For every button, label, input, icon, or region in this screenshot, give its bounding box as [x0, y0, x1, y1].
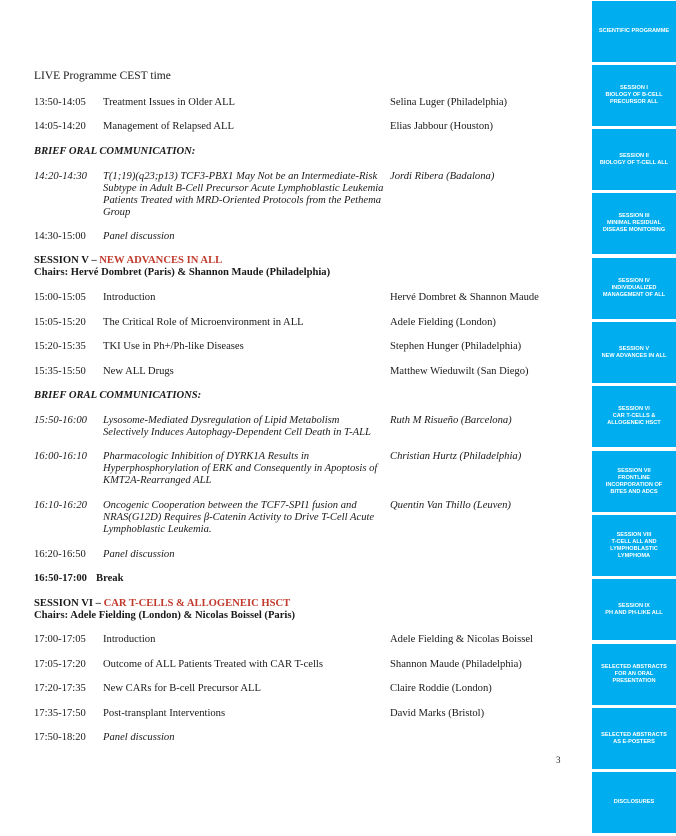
row-speaker: Christian Hurtz (Philadelphia)	[390, 451, 522, 462]
sidebar-item-label: PH AND PH-LIKE ALL	[605, 609, 663, 616]
row-title: Outcome of ALL Patients Treated with CAR T-cells	[103, 659, 323, 670]
sidebar-item-session-6[interactable]	[592, 386, 676, 447]
sidebar-item-label: SESSION II	[619, 152, 649, 159]
row-time: 16:10-16:20	[34, 500, 87, 511]
session-prefix: SESSION VI –	[34, 598, 104, 609]
session-prefix: SESSION V –	[34, 255, 100, 266]
sidebar-item-scientific-programme[interactable]	[592, 1, 676, 62]
row-title: Treatment Issues in Older ALL	[103, 97, 236, 108]
row-time: 17:20-17:35	[34, 683, 86, 694]
row-title: New CARs for B-cell Precursor ALL	[103, 683, 261, 694]
sidebar-item-label: PRECURSOR ALL	[610, 99, 658, 105]
sidebar-item-label: LYMPHOBLASTIC	[610, 545, 658, 552]
row-time: 16:00-16:10	[34, 451, 87, 462]
row-speaker: Adele Fielding (London)	[390, 317, 496, 328]
row-title: Introduction	[103, 634, 156, 645]
row-time: 15:05-15:20	[34, 317, 86, 328]
sidebar-item-label: MANAGEMENT OF ALL	[602, 292, 666, 298]
row-title: Break	[96, 573, 124, 584]
page-heading: LIVE Programme CEST time	[34, 70, 171, 82]
row-title: Panel discussion	[103, 732, 175, 743]
row-time: 14:20-14:30	[34, 171, 87, 182]
row-speaker: Quentin Van Thillo (Leuven)	[390, 500, 511, 511]
row-time: 15:20-15:35	[34, 341, 86, 352]
sidebar-nav	[592, 0, 676, 836]
sidebar-item-selected-abstracts-oral[interactable]	[592, 644, 676, 705]
row-title: Management of Relapsed ALL	[103, 121, 234, 132]
row-speaker: Stephen Hunger (Philadelphia)	[390, 341, 522, 352]
sidebar-item-label: SESSION IV	[618, 278, 650, 284]
sidebar-item-label: FRONTLINE	[617, 474, 650, 481]
row-time: 17:00-17:05	[34, 634, 86, 645]
page-number: 3	[556, 755, 561, 765]
session-name: CAR T-CELLS & ALLOGENEIC HSCT	[103, 598, 291, 609]
row-title: TKI Use in Ph+/Ph-like Diseases	[103, 341, 244, 352]
row-time: 17:05-17:20	[34, 659, 86, 670]
sidebar-item-label: SESSION V	[618, 345, 650, 352]
row-title: Pharmacologic Inhibition of DYRK1A Results in Hyperphosphorylation of ERK and Consequently in Apoptosis of KMT2A-Rearranged ALL	[103, 451, 378, 486]
sidebar-item-label: CAR T-CELLS &	[612, 413, 656, 419]
sidebar-item-label: ALLOGENEIC HSCT	[607, 420, 661, 426]
session-heading	[34, 255, 330, 279]
sidebar-item-label: SELECTED ABSTRACTS	[601, 664, 667, 670]
sidebar-item-label: SESSION I	[620, 85, 648, 91]
sidebar-item-label: PRESENTATION	[612, 678, 656, 684]
row-title: Oncogenic Cooperation between the TCF7-SPI1 fusion and NRAS(G12D) Requires β-Catenin Activity to Drive T-Cell Acute Lymphoblastic Leukemia.	[103, 500, 375, 535]
row-title: Panel discussion	[103, 549, 175, 560]
row-time: 17:50-18:20	[34, 732, 86, 743]
sidebar-item-label: SESSION IX	[618, 602, 650, 609]
brief-oral-label: BRIEF ORAL COMMUNICATION:	[34, 146, 196, 157]
sidebar-item-disclosures[interactable]	[592, 772, 676, 833]
sidebar-item-session-9[interactable]	[592, 579, 676, 640]
row-time: 16:20-16:50	[34, 549, 86, 560]
sidebar-item-label: BITES AND ADCS	[610, 488, 658, 495]
sidebar-item-session-1[interactable]	[592, 65, 676, 126]
sidebar-item-label: SESSION VII	[617, 467, 651, 474]
sidebar-item-label: DISEASE MONITORING	[602, 227, 666, 233]
sidebar-item-session-2[interactable]	[592, 129, 676, 190]
sidebar-item-label: SCIENTIFIC PROGRAMME	[598, 28, 670, 34]
row-time: 15:50-16:00	[34, 415, 87, 426]
session-name: NEW ADVANCES IN ALL	[99, 255, 223, 266]
sidebar-item-label: BIOLOGY OF T-CELL ALL	[599, 159, 669, 166]
sidebar-item-label: AS E-POSTERS	[613, 738, 655, 745]
row-time: 14:05-14:20	[34, 121, 86, 132]
sidebar-item-label: SESSION VI	[618, 406, 650, 412]
sidebar-item-session-3[interactable]	[592, 193, 676, 254]
row-speaker: Shannon Maude (Philadelphia)	[390, 659, 522, 670]
sidebar-item-label: SESSION III	[618, 213, 650, 219]
sidebar-item-session-8[interactable]	[592, 515, 676, 576]
row-title: New ALL Drugs	[103, 366, 174, 377]
row-speaker: Jordi Ribera (Badalona)	[390, 171, 495, 182]
row-speaker: Selina Luger (Philadelphia)	[390, 97, 508, 108]
session-chairs: Chairs: Adele Fielding (London) & Nicolas Boissel (Paris)	[34, 610, 296, 621]
session-chairs: Chairs: Hervé Dombret (Paris) & Shannon Maude (Philadelphia)	[34, 267, 331, 278]
row-time: 16:50-17:00	[34, 573, 87, 584]
row-speaker: Claire Roddie (London)	[390, 683, 492, 694]
sidebar-item-label: BIOLOGY OF B-CELL	[605, 92, 663, 98]
row-speaker: David Marks (Bristol)	[390, 708, 485, 719]
sidebar-item-session-5[interactable]	[592, 322, 676, 383]
sidebar-item-label: T-CELL ALL AND	[611, 538, 657, 545]
row-time: 17:35-17:50	[34, 708, 86, 719]
row-title: The Critical Role of Microenvironment in ALL	[103, 317, 304, 328]
sidebar-item-label: DISCLOSURES	[613, 799, 655, 805]
sidebar-item-label: INCORPORATION OF	[605, 481, 663, 488]
sidebar-item-session-7[interactable]	[592, 451, 676, 512]
row-title: Post-transplant Interventions	[103, 708, 226, 719]
row-title: Introduction	[103, 292, 156, 303]
sidebar-item-label: SESSION VIII	[616, 531, 652, 538]
row-speaker: Hervé Dombret & Shannon Maude	[390, 292, 539, 303]
row-time: 15:00-15:05	[34, 292, 86, 303]
sidebar-item-label: FOR AN ORAL	[614, 671, 654, 677]
row-title: T(1;19)(q23;p13) TCF3-PBX1 May Not be an Intermediate-Risk Subtype in Adult B-Cell Precursor Acute Lymphoblastic Leukemia Patients Treated with MRD-Oriented Protocols from the Pethema Group	[103, 171, 384, 218]
row-speaker: Matthew Wieduwilt (San Diego)	[390, 366, 529, 377]
sidebar-item-label: MINIMAL RESIDUAL	[607, 220, 661, 226]
row-speaker: Adele Fielding & Nicolas Boissel	[390, 634, 534, 645]
row-time: 13:50-14:05	[34, 97, 86, 108]
sidebar-item-label: NEW ADVANCES IN ALL	[601, 352, 667, 359]
sidebar-item-selected-abstracts-eposters[interactable]	[592, 708, 676, 769]
row-speaker: Ruth M Risueño (Barcelona)	[390, 415, 512, 426]
session-heading	[34, 598, 295, 622]
row-time: 15:35-15:50	[34, 366, 86, 377]
sidebar-item-session-4[interactable]	[592, 258, 676, 319]
row-title: Lysosome-Mediated Dysregulation of Lipid Metabolism Selectively Induces Autophagy-Dependent Cell Death in T-ALL	[103, 415, 371, 438]
row-title: Panel discussion	[103, 231, 175, 242]
sidebar-item-label: LYMPHOMA	[617, 552, 651, 559]
sidebar-item-label: SELECTED ABSTRACTS	[601, 731, 667, 738]
brief-oral-label: BRIEF ORAL COMMUNICATIONS:	[34, 390, 202, 401]
row-speaker: Elias Jabbour (Houston)	[390, 121, 493, 132]
sidebar-item-label: INDIVIDUALIZED	[611, 285, 657, 291]
row-time: 14:30-15:00	[34, 231, 86, 242]
